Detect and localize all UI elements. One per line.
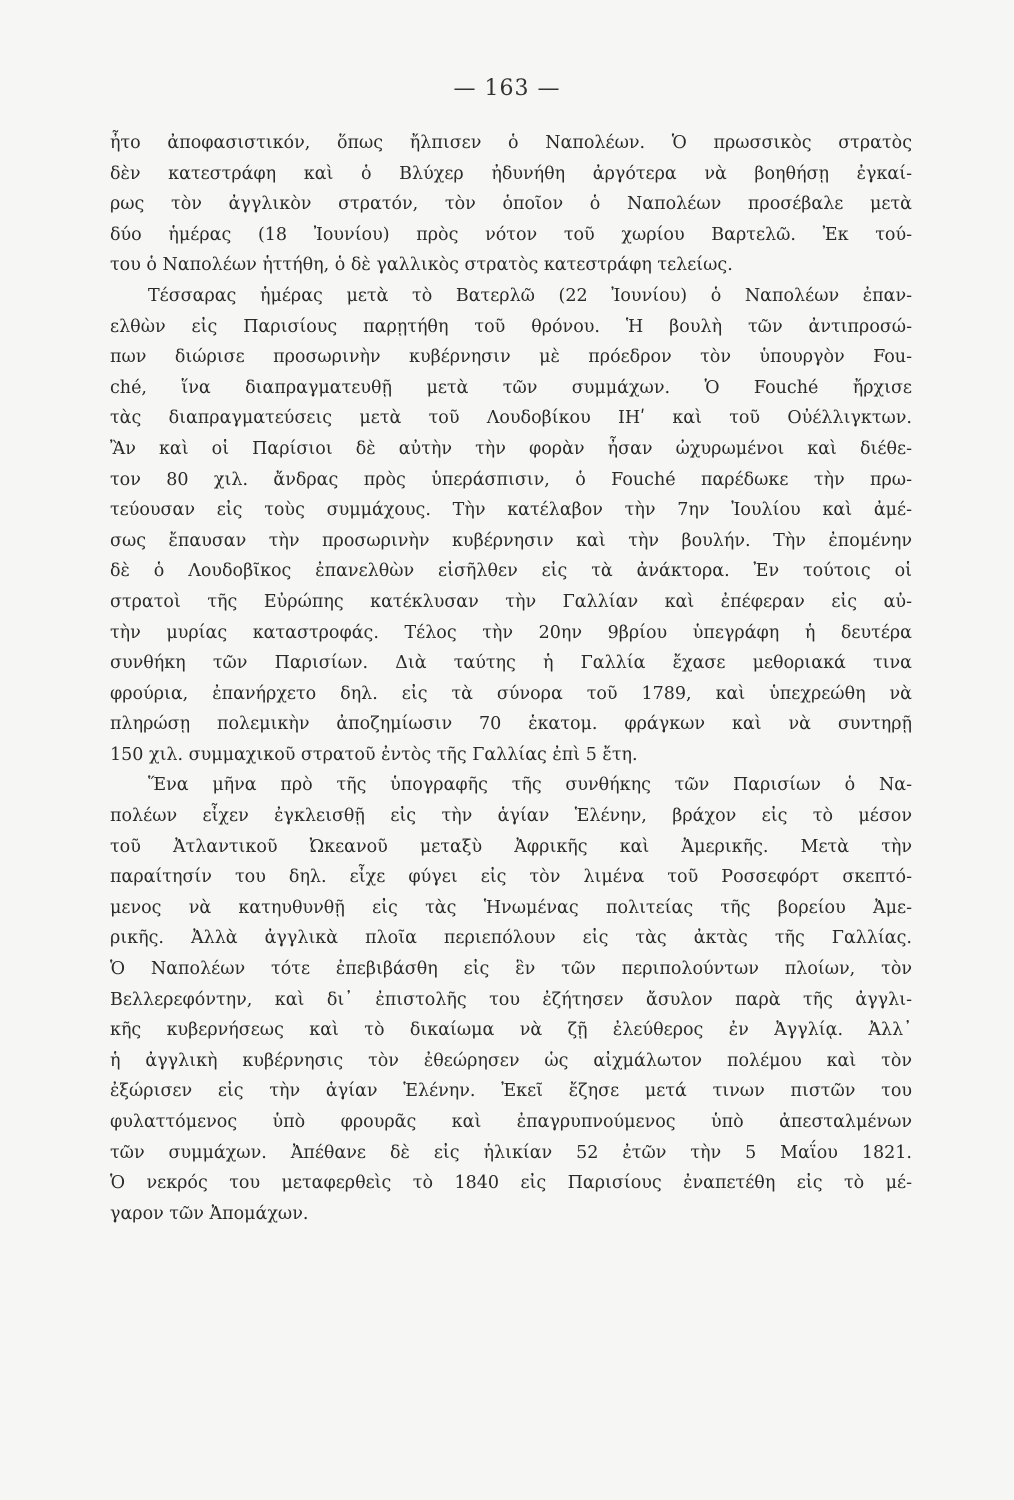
text-line: γαρον τῶν Ἀπομάχων. <box>110 1203 309 1224</box>
text-line: ἡ ἀγγλικὴ κυβέρνησις τὸν ἐθεώρησεν ὡς αἰχμάλωτον πολέμου καὶ τὸν <box>110 1050 912 1071</box>
text-line: τὰς διαπραγματεύσεις μετὰ τοῦ Λουδοβίκου ΙΗʹ καὶ τοῦ Οὐέλλιγκτων. <box>110 408 912 429</box>
text-line: τεύουσαν εἰς τοὺς συμμάχους. Τὴν κατέλαβον τὴν 7ην Ἰουλίου καὶ ἀμέ- <box>110 500 912 521</box>
text-line: ἦτο ἀποφασιστικόν, ὅπως ἤλπισεν ὁ Ναπολέων. Ὁ πρωσσικὸς στρατὸς <box>110 133 912 153</box>
text-line: Ἕνα μῆνα πρὸ τῆς ὑπογραφῆς τῆς συνθήκης τῶν Παρισίων ὁ Να- <box>148 775 912 796</box>
text-line: δὲ ὁ Λουδοβῖκος ἐπανελθὼν εἰσῆλθεν εἰς τὰ ἀνάκτορα. Ἐν τούτοις οἱ <box>110 561 912 582</box>
text-line: τῶν συμμάχων. Ἀπέθανε δὲ εἰς ἡλικίαν 52 ἐτῶν τὴν 5 Μαΐου 1821. <box>110 1142 912 1163</box>
text-line: συνθήκη τῶν Παρισίων. Διὰ ταύτης ἡ Γαλλία ἔχασε μεθοριακά τινα <box>110 653 912 674</box>
text-line: ἐξώρισεν εἰς τὴν ἁγίαν Ἑλένην. Ἐκεῖ ἔζησε μετά τινων πιστῶν του <box>110 1081 912 1102</box>
text-line: ρικῆς. Ἀλλὰ ἀγγλικὰ πλοῖα περιεπόλουν εἰς τὰς ἀκτὰς τῆς Γαλλίας. <box>110 928 912 949</box>
text-line: φρούρια, ἐπανήρχετο δηλ. εἰς τὰ σύνορα τοῦ 1789, καὶ ὑπεχρεώθη νὰ <box>110 683 912 704</box>
text-line: δύο ἡμέρας (18 Ἰουνίου) πρὸς νότον τοῦ χωρίου Βαρτελῶ. Ἐκ τού- <box>110 224 912 245</box>
text-line: Τέσσαρας ἡμέρας μετὰ τὸ Βατερλῶ (22 Ἰουνίου) ὁ Ναπολέων ἐπαν- <box>148 285 912 306</box>
text-line: μενος νὰ κατηυθυνθῇ εἰς τὰς Ἡνωμένας πολιτείας τῆς βορείου Ἀμε- <box>110 897 912 918</box>
text-line: ρως τὸν ἀγγλικὸν στρατόν, τὸν ὁποῖον ὁ Ναπολέων προσέβαλε μετὰ <box>110 194 912 215</box>
text-line: Ἂν καὶ οἱ Παρίσιοι δὲ αὐτὴν τὴν φορὰν ἦσαν ὠχυρωμένοι καὶ διέθε- <box>110 438 912 459</box>
text-line: δὲν κατεστράφη καὶ ὁ Βλύχερ ἠδυνήθη ἀργότερα νὰ βοηθήσῃ ἐγκαί- <box>110 163 912 184</box>
text-line: πων διώρισε προσωρινὴν κυβέρνησιν μὲ πρόεδρον τὸν ὑπουργὸν Fou- <box>110 347 912 368</box>
text-line: Ὁ Ναπολέων τότε ἐπεβιβάσθη εἰς ἓν τῶν περιπολούντων πλοίων, τὸν <box>110 959 912 980</box>
text-line: κῆς κυβερνήσεως καὶ τὸ δικαίωμα νὰ ζῇ ἐλεύθερος ἐν Ἀγγλίᾳ. Ἀλλ᾽ <box>110 1020 912 1041</box>
text-line: Ὁ νεκρός του μεταφερθεὶς τὸ 1840 εἰς Παρισίους ἐναπετέθη εἰς τὸ μέ- <box>110 1173 912 1194</box>
text-line: πληρώσῃ πολεμικὴν ἀποζημίωσιν 70 ἑκατομ. φράγκων καὶ νὰ συντηρῇ <box>110 714 912 735</box>
body-text <box>110 128 912 1229</box>
text-line: τοῦ Ἀτλαντικοῦ Ὠκεανοῦ μεταξὺ Ἀφρικῆς καὶ Ἀμερικῆς. Μετὰ τὴν <box>110 836 912 857</box>
text-line: ché, ἵνα διαπραγματευθῇ μετὰ τῶν συμμάχων. Ὁ Fouché ἤρχισε <box>110 377 912 398</box>
text-line: τον 80 χιλ. ἄνδρας πρὸς ὑπεράσπισιν, ὁ Fouché παρέδωκε τὴν πρω- <box>110 469 912 490</box>
text-line: Βελλερεφόντην, καὶ δι᾽ ἐπιστολῆς του ἐζήτησεν ἄσυλον παρὰ τῆς ἀγγλι- <box>110 989 912 1010</box>
text-line: φυλαττόμενος ὑπὸ φρουρᾶς καὶ ἐπαγρυπνούμενος ὑπὸ ἀπεσταλμένων <box>110 1112 912 1132</box>
text-line: ελθὼν εἰς Παρισίους παρῃτήθη τοῦ θρόνου. Ἡ βουλὴ τῶν ἀντιπροσώ- <box>110 316 912 337</box>
text-line: τὴν μυρίας καταστροφάς. Τέλος τὴν 20ην 9βρίου ὑπεγράφη ἡ δευτέρα <box>110 622 912 643</box>
text-line: παραίτησίν του δηλ. εἶχε φύγει εἰς τὸν λιμένα τοῦ Ροσσεφόρτ σκεπτό- <box>110 867 912 888</box>
text-line: 150 χιλ. συμμαχικοῦ στρατοῦ ἐντὸς τῆς Γαλλίας ἐπὶ 5 ἔτη. <box>110 744 638 765</box>
text-line: πολέων εἶχεν ἐγκλεισθῇ εἰς τὴν ἁγίαν Ἑλένην, βράχον εἰς τὸ μέσον <box>110 806 912 827</box>
page-number: — 163 — <box>453 76 561 101</box>
text-line: σως ἔπαυσαν τὴν προσωρινὴν κυβέρνησιν καὶ τὴν βουλήν. Τὴν ἐπομένην <box>110 530 912 551</box>
text-line: στρατοὶ τῆς Εὐρώπης κατέκλυσαν τὴν Γαλλίαν καὶ ἐπέφεραν εἰς αὐ- <box>110 591 912 612</box>
text-line: του ὁ Ναπολέων ἡττήθη, ὁ δὲ γαλλικὸς στρατὸς κατεστράφη τελείως. <box>110 255 733 276</box>
